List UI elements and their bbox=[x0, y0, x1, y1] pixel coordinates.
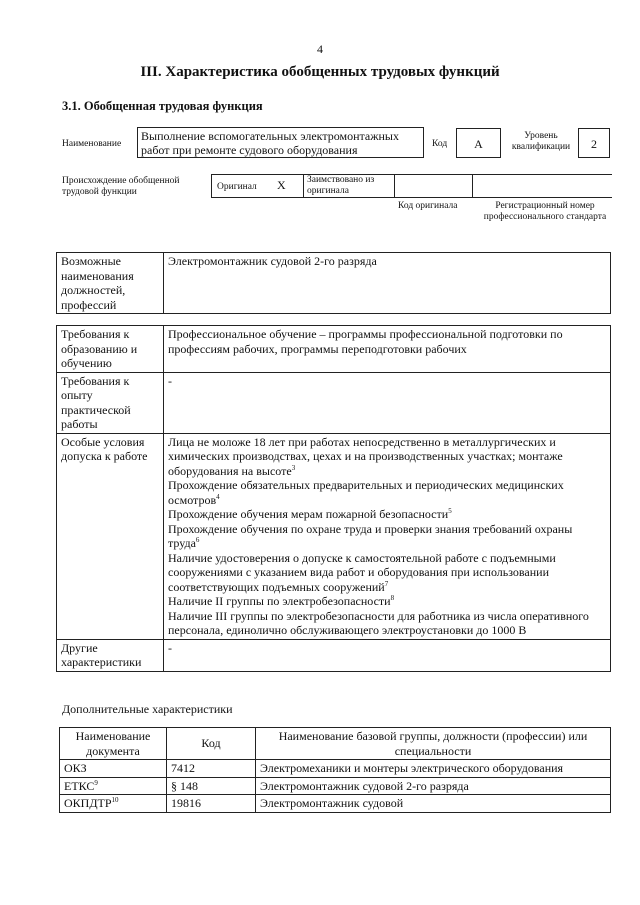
origin-label: Происхождение обобщенной трудовой функции bbox=[62, 176, 180, 197]
function-name-value: Выполнение вспомогательных электромонтажных работ при ремонте судового оборудования bbox=[137, 127, 424, 158]
table-row bbox=[57, 433, 611, 639]
code-original-label: Код оригинала bbox=[398, 201, 458, 211]
code-cell: 19816 bbox=[167, 795, 256, 813]
conditions-list bbox=[164, 433, 611, 639]
name-cell: Электромонтажник судовой bbox=[256, 795, 611, 813]
divider bbox=[472, 174, 473, 198]
name-cell: Электромонтажник судовой 2-го разряда bbox=[256, 777, 611, 795]
col-header-document: Наименование документа bbox=[60, 728, 167, 760]
additional-table bbox=[59, 727, 611, 813]
table-row bbox=[60, 795, 611, 813]
original-mark: X bbox=[277, 178, 286, 192]
registration-number-label: Регистрационный номер профессионального стандарта bbox=[483, 201, 607, 222]
conditions-label: Особые условия допуска к работе bbox=[57, 433, 164, 639]
condition-item: Лица не моложе 18 лет при работах непосредственно в металлургических и химических производствах, цехах и на производственных участках; монтаже оборудования на высоте$^3$ bbox=[168, 434, 563, 478]
original-label: Оригинал bbox=[217, 182, 257, 192]
borrowed-label: Заимствовано из оригинала bbox=[307, 175, 375, 196]
table-row bbox=[57, 326, 611, 373]
doc-cell: ЕТКС$^9$ bbox=[60, 777, 167, 795]
condition-item: Наличие II группы по электробезопасности$^8$ bbox=[168, 594, 395, 608]
doc-cell: ОКЗ bbox=[60, 760, 167, 778]
code-label: Код bbox=[432, 139, 448, 149]
table-row bbox=[57, 253, 611, 314]
page-number: 4 bbox=[317, 42, 323, 56]
code-value: А bbox=[456, 128, 501, 158]
divider bbox=[303, 174, 304, 198]
qualification-level-label: Уровень квалификации bbox=[511, 131, 571, 152]
code-cell: § 148 bbox=[167, 777, 256, 795]
education-value: Профессиональное обучение – программы профессиональной подготовки по профессиям рабочих, программы переподготовки рабочих bbox=[164, 326, 611, 373]
positions-value: Электромонтажник судовой 2-го разряда bbox=[164, 253, 611, 314]
condition-item: Прохождение обучения мерам пожарной безопасности$^5$ bbox=[168, 507, 452, 521]
other-value: - bbox=[164, 639, 611, 671]
requirements-table bbox=[56, 325, 611, 672]
condition-item: Наличие III группы по электробезопасности для работника из числа оперативного персонала, единолично обслуживающего электроустановки до 1000 В bbox=[168, 608, 589, 637]
other-label: Другие характеристики bbox=[57, 639, 164, 671]
name-cell: Электромеханики и монтеры электрического оборудования bbox=[256, 760, 611, 778]
education-label: Требования к образованию и обучению bbox=[57, 326, 164, 373]
doc-cell: ОКПДТР$^{10}$ bbox=[60, 795, 167, 813]
name-label: Наименование bbox=[62, 139, 122, 149]
code-cell: 7412 bbox=[167, 760, 256, 778]
table-row bbox=[57, 372, 611, 433]
positions-table bbox=[56, 252, 611, 314]
col-header-name: Наименование базовой группы, должности (профессии) или специальности bbox=[256, 728, 611, 760]
table-header-row bbox=[60, 728, 611, 760]
origin-strip bbox=[211, 174, 612, 198]
table-row bbox=[60, 777, 611, 795]
table-row bbox=[57, 639, 611, 671]
table-row bbox=[60, 760, 611, 778]
positions-label: Возможные наименования должностей, профессий bbox=[57, 253, 164, 314]
subsection-title: 3.1. Обобщенная трудовая функция bbox=[62, 99, 263, 113]
condition-item: Прохождение обучения по охране труда и проверки знания требований охраны труда$^6$ bbox=[168, 521, 573, 550]
qualification-level-value: 2 bbox=[578, 128, 610, 158]
additional-title: Дополнительные характеристики bbox=[62, 702, 233, 716]
experience-value: - bbox=[164, 372, 611, 433]
col-header-code: Код bbox=[167, 728, 256, 760]
condition-item: Наличие удостоверения о допуске к самостоятельной работе с подъемными сооружениями с указанием вида работ и оборудования при использовании соответствующих подъемных сооружений$^7$ bbox=[168, 550, 556, 594]
condition-item: Прохождение обязательных предварительных и периодических медицинских осмотров$^4$ bbox=[168, 478, 564, 507]
experience-label: Требования к опыту практической работы bbox=[57, 372, 164, 433]
section-title: III. Характеристика обобщенных трудовых функций bbox=[140, 64, 500, 80]
divider bbox=[394, 174, 395, 198]
